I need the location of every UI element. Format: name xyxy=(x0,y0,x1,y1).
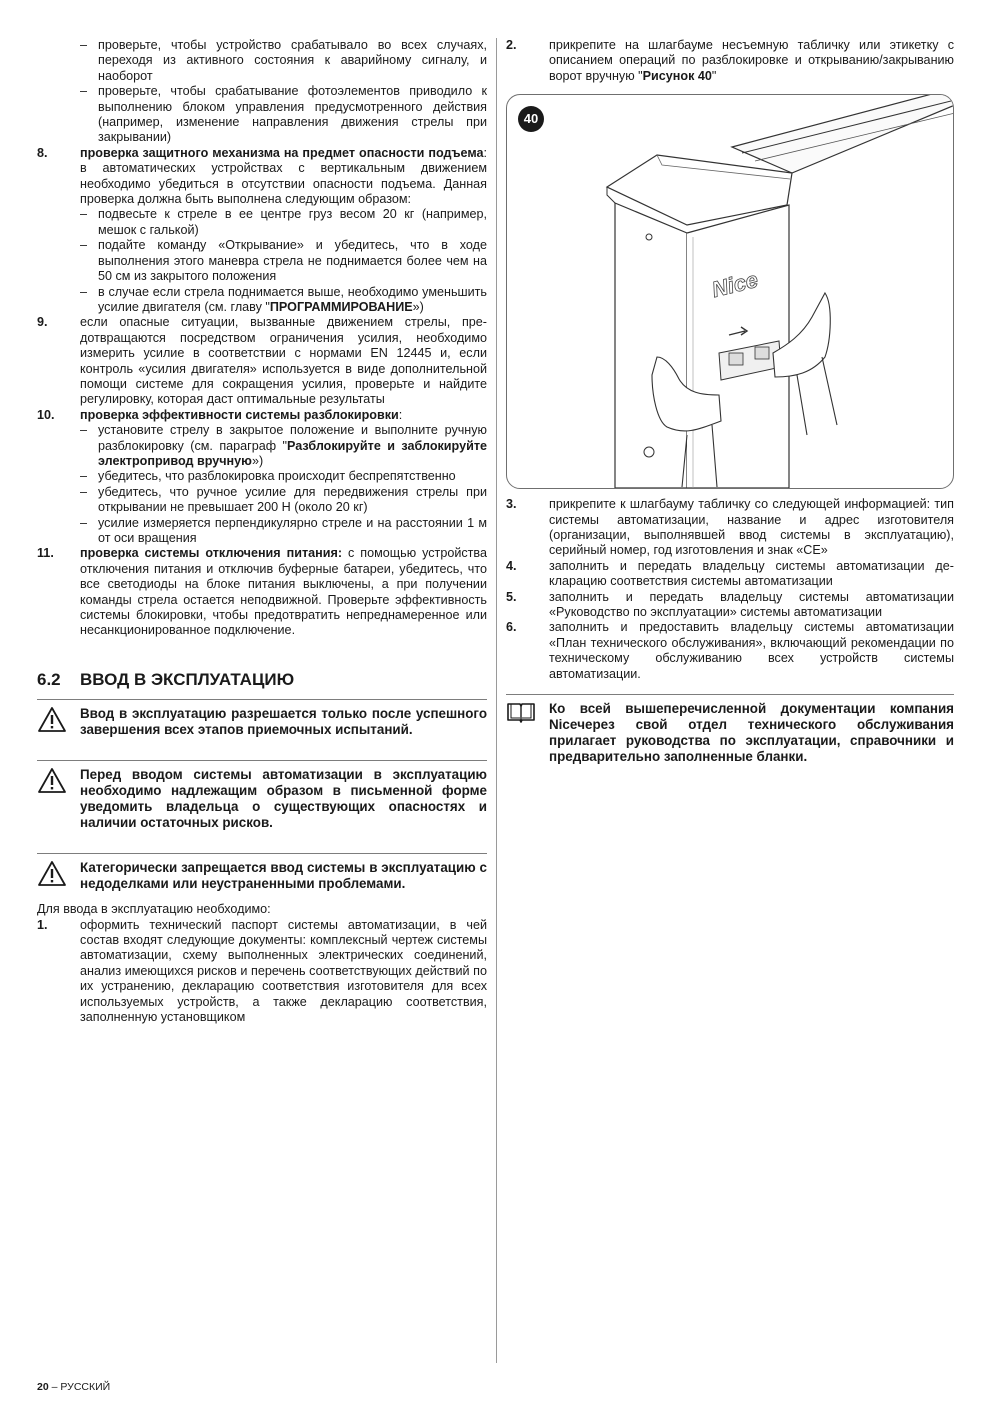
note-box: Ко всей вышеперечисленной документации компания Niceчерез свой отдел технического обслуживания прилагает руководства по эксплуатации, справочники и предварительно заполненные бланки. xyxy=(506,694,954,765)
step-2: 2. прикрепите на шлагбауме несъемную табличку или этикетку с описанием операций по разблокировке и открыванию/закрыванию ворот вручную "Рисунок 40" xyxy=(506,38,954,83)
step-3: 3. прикрепите к шлагбауму табличку со следующей информацией: тип системы автоматизации, название и адрес изготовителя (организации, выполнявшей ввод системы в эксплуатацию), серийный номер, год изготовления и знак «CE» xyxy=(506,497,954,558)
list-item: – проверьте, чтобы устройство срабатывало во всех случаях, переходя из активного состояния к аварийному сигналу, и наоборот xyxy=(80,38,487,83)
step-4: 4. заполнить и передать владельцу системы автоматизации декларацию соответствия системы автоматизации xyxy=(506,558,954,589)
warning-icon xyxy=(37,860,80,892)
step-1: 1. оформить технический паспорт системы автоматизации, в чей состав входят следующие документы: комплексный чертеж системы автоматизации, схему выполненных электрических соединений, анализ имеющихся рисков и перечень соответствующих действий по их устранению, декларацию соответствия изготовителя для всех используемых устройств, а также декларацию соответствия, заполненную установщиком xyxy=(37,917,487,1025)
item-11: 11. проверка системы отключения питания: с помощью устройства отключения питания и отключив буферные батареи, убедитесь, что все светодиоды на блоке питания выключены, а при получении команды стрела остается неподвижной. Проверьте эффективность системы блокировки, чтобы предотвратить непреднамеренное или несанкционированное подключение. xyxy=(37,546,487,638)
step-6: 6. заполнить и предоставить владельцу системы автоматизации «План технического обслуживания», включающий рекомендации по техническому обслуживанию всех устройств системы автоматизации. xyxy=(506,620,954,681)
list-item: – установите стрелу в закрытое положение и выполните ручную разблокировку (см. параграф "Разблокируйте и заблокируйте электропривод вручную») xyxy=(80,423,487,468)
figure-40 xyxy=(506,94,954,489)
intro-text: Для ввода в эксплуатацию необходимо: xyxy=(37,902,271,917)
section-heading: 6.2 ВВОД В ЭКСПЛУАТАЦИЮ xyxy=(37,669,295,689)
left-column xyxy=(37,38,487,1026)
list-item: – убедитесь, что разблокировка происходит беспрепятственно xyxy=(80,469,456,484)
warning-icon xyxy=(37,767,80,831)
warning-box: Перед вводом системы автоматизации в эксплуатацию необходимо надлежащим образом в письменной форме уведомить владельца о существующих опасностях и наличии остаточных рисков. xyxy=(37,760,487,831)
item-8: 8. проверка защитного механизма на предмет опасности подъема: в автоматических устройствах с вертикальным движением необходимо убедиться в отсутствии опасности подъема. Данная проверка должна быть выполнена следующим образом: xyxy=(37,145,487,207)
barrier-illustration xyxy=(507,95,954,488)
warning-box: Ввод в эксплуатацию разрешается только после успешного завершения всех этапов приемочных испытаний. xyxy=(37,699,487,738)
list-item: – усилие измеряется перпендикулярно стреле и на расстоянии 1 м от оси вращения xyxy=(80,515,487,545)
column-divider xyxy=(496,38,497,1363)
list-item: – подвесьте к стреле в ее центре груз весом 20 кг (например, мешок с галькой) xyxy=(80,207,487,237)
warning-box: Категорически запрещается ввод системы в эксплуатацию с недоделками или неустраненными проблемами. xyxy=(37,853,487,892)
item-10: 10. проверка эффективности системы разблокировки: xyxy=(37,407,403,422)
book-icon xyxy=(506,701,549,765)
list-item: – убедитесь, что ручное усилие для передвижения стрелы при открывании не превышает 200 Н (около 20 кг) xyxy=(80,484,487,515)
right-column xyxy=(506,38,954,765)
list-item: – проверьте, чтобы срабатывание фотоэлементов приводило к выполнению блоком управления предусмотренного действия (например, изменение направления движения стрелы при закрывании) xyxy=(80,84,487,145)
figure-number: 40 xyxy=(523,111,539,127)
svg-text:Nice: Nice xyxy=(709,266,761,303)
item-9: 9. если опасные ситуации, вызванные движением стрелы, предотвращаются посредством ограничения усилия, необходимо измерить усилие в соответствии с нормами EN 12445 и, если контроль «усилия двигателя» используется в виде дополнительной помощи системе для сокращения усилия, проверьте и найдите регулировку, которая даст оптимальные результаты xyxy=(37,315,487,407)
step-5: 5. заполнить и передать владельцу системы автоматизации «Руководство по эксплуатации» системы автоматизации xyxy=(506,589,954,620)
footer-language: РУССКИЙ xyxy=(60,1381,111,1393)
list-item: – в случае если стрела поднимается выше, необходимо уменьшить усилие двигателя (см. главу "ПРОГРАММИРОВАНИЕ») xyxy=(80,284,487,314)
page-footer: 20 – РУССКИЙ xyxy=(37,1381,111,1393)
page-number: 20 xyxy=(37,1381,49,1393)
warning-icon xyxy=(37,706,80,738)
list-item: – подайте команду «Открывание» и убедитесь, что в ходе выполнения этого маневра стрела не поднимается более чем на 50 см из закрытого положения xyxy=(80,238,487,284)
